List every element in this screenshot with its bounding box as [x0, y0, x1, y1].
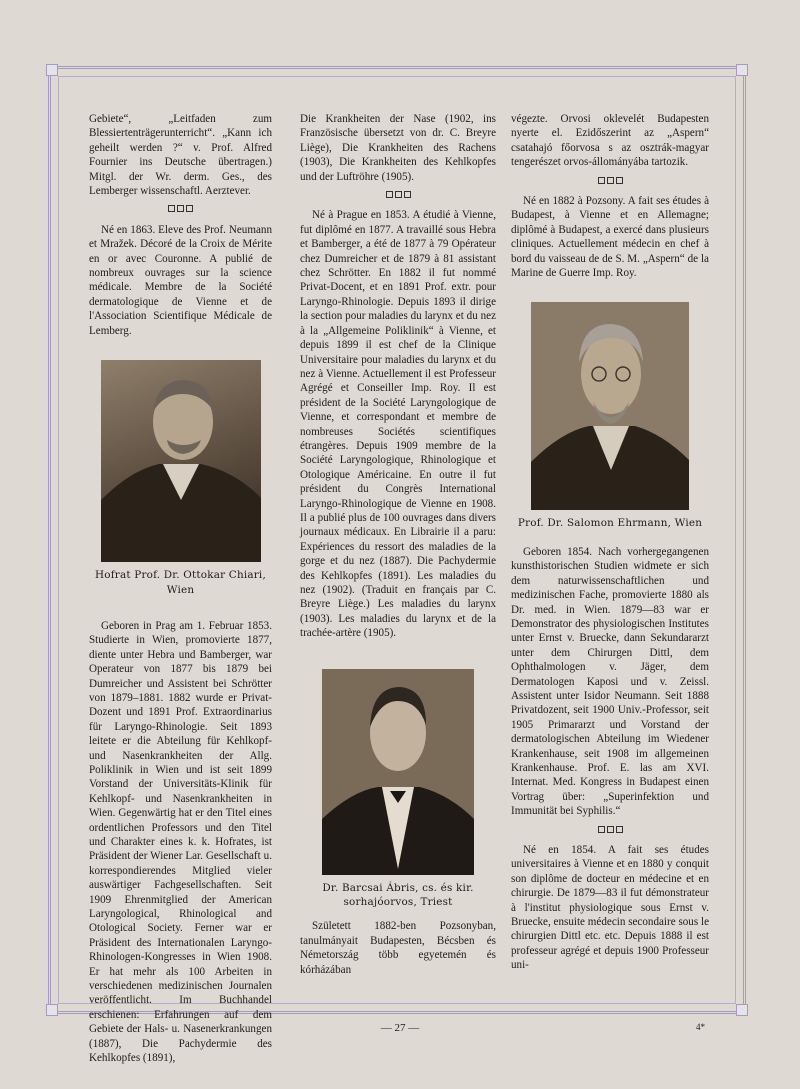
- paragraph: Született 1882-ben Pozsonyban, tanulmányait Budapesten, Bécsben és Németország több egyetemén és kórházában: [300, 920, 496, 976]
- portrait-silhouette: [531, 302, 689, 510]
- portrait-silhouette: [322, 669, 474, 875]
- portrait-photo-chiari: [101, 360, 261, 562]
- section-separator: [511, 823, 709, 837]
- photo-caption: Dr. Barcsai Ábris, cs. és kir. sorhajóorvos, Triest: [322, 881, 474, 909]
- paragraph: Geboren in Prag am 1. Februar 1853. Studierte in Wien, promovierte 1877, diente unter Hebra und Bamberger, war Operateur von 1877 bis 1879 bei Dumreicher und Assistent bei Schrötter von 1879–1881. 1882 wurde er Privat-Dozent und 1891 Prof. Extraordinarius für Laryngo-Rhinologie. Seit 1893 leitete er die Abteilung für Kehlkopf- und Nasenkrankheiten der Allg. Poliklinik in Wien und ist seit 1899 Vorstand der Universitäts-Klinik für Kehlkopf- und Nasenkrankheiten in Wien. Gegenwärtig hat er den Titel eines ordentlichen Professors und den Titel und Charakter eines k. k. Hofrates, ist Präsident der Wiener Lar. Gesellschaft u. korrespondierendes Mitglied vieler auswärtiger Fachgesellschaften. Seit 1909 Ehrenmitglied der American Laryngological, Rhinological and Otological Society. Ferner war er Präsident des Internationalen Laryngo-Rhinologen-Kongresses in Wien 1908. Er hat mehr als 100 Arbeiten in verschiedenen medizinischen Journalen veröffentlicht. Im Buchhandel erschienen: Erfahrungen auf dem Gebiete der Hals- u. Nasenerkrankungen (1887), Die Pachydermie des Kehlkopfes (1891),: [89, 619, 272, 1065]
- border-corner-ornament: [736, 64, 748, 76]
- photo-caption: Prof. Dr. Salomon Ehrmann, Wien: [517, 517, 703, 530]
- printer-signature: 4*: [696, 1022, 705, 1032]
- portrait-silhouette: [101, 360, 261, 562]
- border-corner-ornament: [46, 1004, 58, 1016]
- portrait-photo-barcsai: [322, 669, 474, 875]
- paragraph: Né en 1882 à Pozsony. A fait ses études à Budapest, à Vienne et en Allemagne; diplômé à Budapest, a exercé dans plusieurs cliniques. Actuellement médecin en chef à bord du vaisseau de de S. M. „Aspern“ de la Marine de Guerre Imp. Roy.: [511, 195, 709, 280]
- paragraph: Geboren 1854. Nach vorhergegangenen kunsthistorischen Studien widmete er sich dem naturwissenschaftlichen und medizinischen Fache, promovierte 1880 als Dr. med. in Wien. 1879—83 war er Demonstrator des physiologischen Institutes unter Ernst v. Bruecke, dann Sekundararzt unter dem Chirurgen Dittl, dem Ophthalmologen v. Jäger, dem Dermatologen Kaposi und v. Zeissl. Assistent unter Isidor Neumann. Seit 1888 Privatdozent, seit 1900 Univ.-Professor, seit 1905 Primararzt und Vorstand der dermatologischen Abteilung im Wiedener Krankenhause, seit 1908 im allgemeinen Krankenhause. Prof. E. las am XVI. Internat. Med. Kongress in Budapest einen Vortrag über: „Superinfektion und Immunität bei Syphilis.“: [511, 545, 709, 818]
- photo-caption: Hofrat Prof. Dr. Ottokar Chiari, Wien: [95, 569, 266, 596]
- section-separator: [300, 188, 496, 202]
- paragraph: Gebiete“, „Leitfaden zum Blessiertenträgerunterricht“. „Kann ich geheilt werden ?“ v. Prof. Alfred Fournier ins Deutsche übertragen.) Mitgl. der Wr. derm. Ges., des Lemberger wissenschaftl. Aerztever.: [89, 113, 272, 198]
- paragraph: Né en 1854. A fait ses études universitaires à Vienne et en 1880 y conquit son diplôme de docteur en médecine et en chirurgie. De 1879—83 il fut démonstrateur à l'institut physiologique sous Ernst v. Bruecke, ensuite médecin secondaire sous le chirurgien Dittl etc. etc. Depuis 1888 il est professeur agrégé et depuis 1900 Professeur uni-: [511, 844, 709, 972]
- section-separator: [89, 202, 272, 216]
- paragraph: Né à Prague en 1853. A étudié à Vienne, fut diplômé en 1877. A travaillé sous Hebra et Bamberger, a été de 1877 à 79 Opérateur chez Dumreicher et de 1879 à 81 assistant chez Schrötter. En 1882 il fut nommé Privat-Docent, et en 1891 Prof. extr. pour Laryngo-Rhinologie. Depuis 1893 il dirige la section pour maladies du larynx et du nez à la „Allgemeine Poliklinik“ à Vienne, et depuis 1899 il est chef de la Clinique Universitaire pour maladies du larynx et du nez à Vienne. Actuellement il est Professeur Agrégé et Conseiller Imp. Roy. Il est président de la Société Laryngologique de Vienne, et correspondant et membre de nombreuses Sociétés scientifiques étrangères. Depuis 1909 membre de la Société Laryngologique, Rhinologique et Otologique Américaine. En outre il fut président du Congrès International Laryngo-Rhinologique de Vienne en 1908. Il a publié plus de 100 ouvrages dans divers journaux médicaux. En Librairie il a paru: Expériences du ressort des maladies de la gorge et du nez (1887). Die Pachydermie des Kehlkopfes (1891). Les maladies du nez (1902). (Traduit en français par C. Breyre Liège.) Les maladies du larynx (1903). Les maladies du larynx et de la trachée-artère (1905).: [300, 209, 496, 640]
- column-middle: [300, 112, 496, 977]
- paragraph: Die Krankheiten der Nase (1902, ins Französische übersetzt von dr. C. Breyre Liège), Die Krankheiten des Rachens (1903), Die Krankheiten des Kehlkopfes und der Luftröhre (1905).: [300, 113, 496, 183]
- column-right: [511, 112, 709, 973]
- border-corner-ornament: [46, 64, 58, 76]
- portrait-photo-ehrmann: [531, 302, 689, 510]
- column-left: [89, 112, 272, 1066]
- border-corner-ornament: [736, 1004, 748, 1016]
- paragraph: Né en 1863. Eleve des Prof. Neumann et Mražek. Décoré de la Croix de Mérite en or avec Couronne. A publié de nombreux ouvrages sur la science médicale. Membre de la Société dermatologique de Vienne et de l'Association Scientifique Médicale de Lemberg.: [89, 223, 272, 337]
- section-separator: [511, 174, 709, 188]
- page-number: — 27 —: [380, 1022, 420, 1034]
- paragraph: végezte. Orvosi oklevelét Budapesten nyerte el. Ezidőszerint az „Aspern“ csatahajó főorvosa s az osztrák-magyar tengerészet orvos-állományába tartozik.: [511, 113, 709, 169]
